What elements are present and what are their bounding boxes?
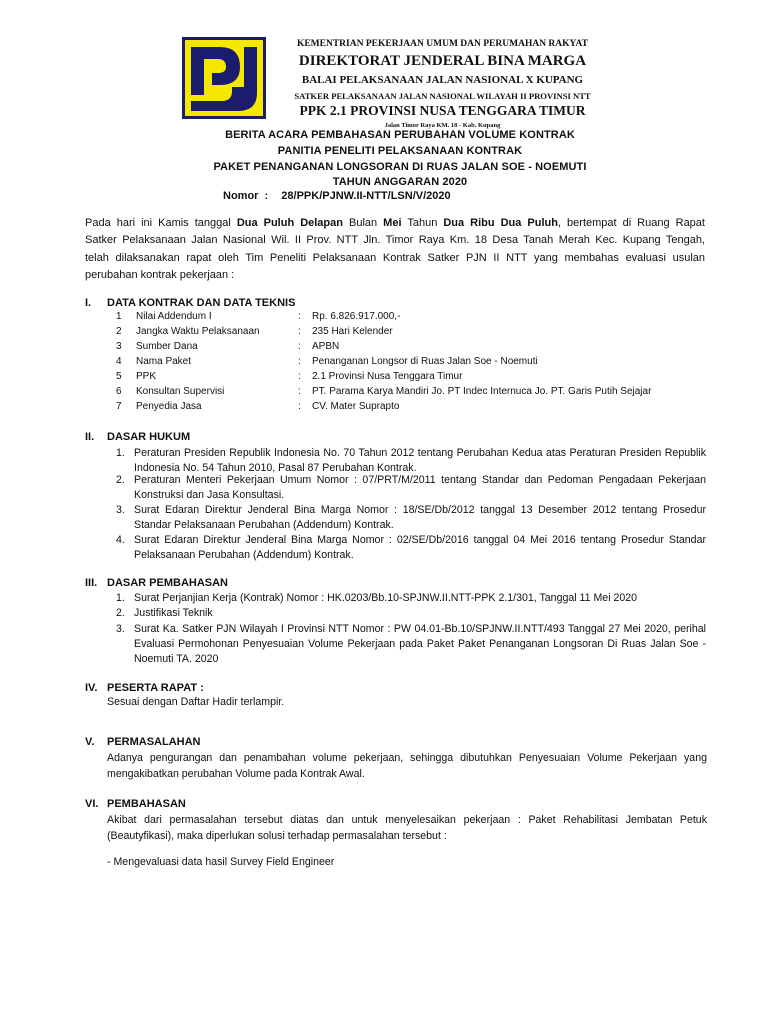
- doc-title-1: BERITA ACARA PEMBAHASAN PERUBAHAN VOLUME KONTRAK: [225, 129, 575, 141]
- nomor-label: Nomor :: [223, 190, 269, 202]
- text: , bertempat di Ruang Rapat: [557, 217, 705, 229]
- list-item: [116, 606, 706, 621]
- list-item: [116, 446, 706, 476]
- section-number: I.: [85, 297, 92, 309]
- section-number: IV.: [85, 682, 98, 694]
- row-label: Penyedia Jasa: [136, 401, 202, 412]
- section-heading-4: [85, 682, 204, 694]
- item-number: 2.: [116, 607, 125, 619]
- row-value: PT. Parama Karya Mandiri Jo. PT Indec Internuca Jo. PT. Garis Putih Sejajar: [312, 386, 652, 397]
- section-heading-6: [85, 798, 186, 810]
- intro-line-2: Satker Pelaksanaan Jalan Nasional Wil. II Prov. NTT Jln. Timor Raya Km. 18 Desa Tanah Merah Kec. Kupang Tengah,: [85, 234, 705, 246]
- month-text: Mei: [383, 217, 402, 229]
- section-text: Adanya pengurangan dan penambahan volume pekerjaan, sehingga dibutuhkan Penyesuaian Volume Pekerjaan yang mengakibatkan perubahan Volume pada Kontrak Awal.: [107, 752, 707, 780]
- intro-line-4: perubahan kontrak pekerjaan :: [85, 269, 235, 281]
- row-number: 5: [116, 371, 122, 382]
- row-number: 1: [116, 311, 122, 322]
- row-separator: :: [298, 401, 301, 412]
- section-heading-3: [85, 577, 228, 589]
- doc-number: [223, 190, 451, 202]
- doc-title-4: TAHUN ANGGARAN 2020: [332, 176, 468, 188]
- text: Pada hari ini Kamis tanggal: [85, 217, 237, 229]
- row-separator: :: [298, 356, 301, 367]
- row-separator: :: [298, 386, 301, 397]
- row-number: 7: [116, 401, 122, 412]
- row-label: Jangka Waktu Pelaksanaan: [136, 326, 260, 337]
- data-row: [116, 386, 716, 401]
- row-separator: :: [298, 371, 301, 382]
- data-row: [116, 341, 716, 356]
- nomor-value: 28/PPK/PJNW.II-NTT/LSN/V/2020: [281, 190, 451, 202]
- row-label: PPK: [136, 371, 157, 382]
- item-number: 2.: [116, 474, 125, 486]
- intro-line-1: [85, 215, 705, 231]
- section-title: DASAR HUKUM: [107, 431, 191, 443]
- intro-line-3: telah dilaksanakan rapat oleh Tim Peneliti Pelaksanaan Kontrak Satker PJN II NTT yang membahas evaluasi usulan: [85, 252, 705, 264]
- year-text: Dua Ribu Dua Puluh: [443, 217, 558, 229]
- item-number: 1.: [116, 592, 125, 604]
- balai-name: BALAI PELAKSANAAN JALAN NASIONAL X KUPANG: [301, 74, 584, 86]
- list-item: [116, 622, 706, 667]
- row-value: CV. Mater Suprapto: [312, 401, 400, 412]
- data-row: [116, 311, 716, 326]
- list-item: [116, 533, 706, 563]
- doc-title-2: PANITIA PENELITI PELAKSANAAN KONTRAK: [277, 145, 523, 157]
- item-text: Surat Edaran Direktur Jenderal Bina Marga Nomor : 18/SE/Db/2012 tanggal 13 Desember 2012 tentang Prosedur Standar Pelaksanaan Perubahan (Addendum) Kontrak.: [134, 504, 706, 531]
- ministry-name: KEMENTRIAN PEKERJAAN UMUM DAN PERUMAHAN RAKYAT: [296, 39, 589, 49]
- section-title: PEMBAHASAN: [107, 798, 186, 810]
- data-row: [116, 326, 716, 341]
- section-number: III.: [85, 577, 98, 589]
- item-text: Justifikasi Teknik: [134, 607, 213, 619]
- section-number: VI.: [85, 798, 99, 810]
- data-row: [116, 371, 716, 386]
- section-heading-1: [85, 297, 295, 309]
- address: Jalan Timor Raya KM. 18 - Kab. Kupang: [384, 122, 501, 129]
- row-value: 2.1 Provinsi Nusa Tenggara Timur: [312, 371, 463, 382]
- list-item: [116, 591, 706, 606]
- row-number: 2: [116, 326, 122, 337]
- data-row: [116, 356, 716, 371]
- row-label: Nama Paket: [136, 356, 192, 367]
- section-title: PESERTA RAPAT :: [107, 682, 204, 694]
- section-bullet: - Mengevaluasi data hasil Survey Field Engineer: [107, 856, 335, 868]
- row-value: Penanganan Longsor di Ruas Jalan Soe - Noemuti: [312, 356, 538, 367]
- row-separator: :: [298, 326, 301, 337]
- row-value: 235 Hari Kelender: [312, 326, 393, 337]
- row-number: 3: [116, 341, 122, 352]
- row-separator: :: [298, 341, 301, 352]
- item-text: Surat Perjanjian Kerja (Kontrak) Nomor : HK.0203/Bb.10-SPJNW.II.NTT-PPK 2.1/301, Tanggal 11 Mei 2020: [134, 592, 638, 604]
- row-value: Rp. 6.826.917.000,-: [312, 311, 401, 322]
- section-title: DASAR PEMBAHASAN: [107, 577, 229, 589]
- row-label: Konsultan Supervisi: [136, 386, 225, 397]
- section-text: Akibat dari permasalahan tersebut diatas dan untuk menyelesaikan pekerjaan : Paket Rehabilitasi Jembatan Petuk (Beautyfikasi), maka diperlukan solusi terhadap permasalahan tersebut :: [107, 814, 707, 842]
- item-number: 3.: [116, 504, 125, 516]
- list-item: [116, 503, 706, 533]
- section-heading-2: [85, 431, 190, 443]
- section-title: PERMASALAHAN: [107, 736, 201, 748]
- data-row: [116, 401, 716, 416]
- row-label: Sumber Dana: [136, 341, 198, 352]
- row-value: APBN: [312, 341, 340, 352]
- item-text: Peraturan Menteri Pekerjaan Umum Nomor : 07/PRT/M/2011 tentang Standar dan Pedoman Pengadaan Pekerjaan Konstruksi dan Jasa Konsultasi.: [134, 474, 706, 501]
- row-separator: :: [298, 311, 301, 322]
- row-number: 6: [116, 386, 122, 397]
- item-text: Surat Edaran Direktur Jenderal Bina Marga Nomor : 02/SE/Db/2016 tanggal 04 Mei 2016 tentang Prosedur Standar Pelaksanaan Perubahan (Addendum) Kontrak.: [134, 534, 706, 561]
- section-heading-5: [85, 736, 201, 748]
- section-number: II.: [85, 431, 95, 443]
- row-number: 4: [116, 356, 122, 367]
- section-title: DATA KONTRAK DAN DATA TEKNIS: [107, 297, 296, 309]
- text: Bulan: [342, 217, 384, 229]
- directorate-name: DIREKTORAT JENDERAL BINA MARGA: [298, 53, 587, 69]
- satker-name: SATKER PELAKSANAAN JALAN NASIONAL WILAYAH II PROVINSI NTT: [294, 91, 591, 101]
- list-item: [116, 473, 706, 503]
- section-number: V.: [85, 736, 95, 748]
- doc-title-3: PAKET PENANGANAN LONGSORAN DI RUAS JALAN SOE - NOEMUTI: [213, 161, 587, 173]
- row-label: Nilai Addendum I: [136, 311, 212, 322]
- item-text: Surat Ka. Satker PJN Wilayah I Provinsi NTT Nomor : PW 04.01-Bb.10/SPJNW.II.NTT/493 Tanggal 27 Mei 2020, perihal Evaluasi Permohonan Penyesuaian Volume Pekerjaan pada Paket Paket Penanganan Longsoran Di Ruas Jalan Soe - Noemuti TA. 2020: [134, 623, 706, 665]
- item-number: 3.: [116, 623, 125, 635]
- pu-logo: [182, 37, 266, 119]
- day-text: Dua Puluh Delapan: [236, 217, 343, 229]
- item-number: 4.: [116, 534, 125, 546]
- text: Tahun: [401, 217, 444, 229]
- section-text: Sesuai dengan Daftar Hadir terlampir.: [107, 696, 285, 708]
- item-number: 1.: [116, 447, 125, 459]
- ppk-name: PPK 2.1 PROVINSI NUSA TENGGARA TIMUR: [299, 103, 586, 118]
- item-text: Peraturan Presiden Republik Indonesia No. 70 Tahun 2012 tentang Perubahan Kedua atas Peraturan Presiden Republik Indonesia No. 54 Tahun 2010, Pasal 87 Perubahan Kontrak.: [134, 447, 706, 474]
